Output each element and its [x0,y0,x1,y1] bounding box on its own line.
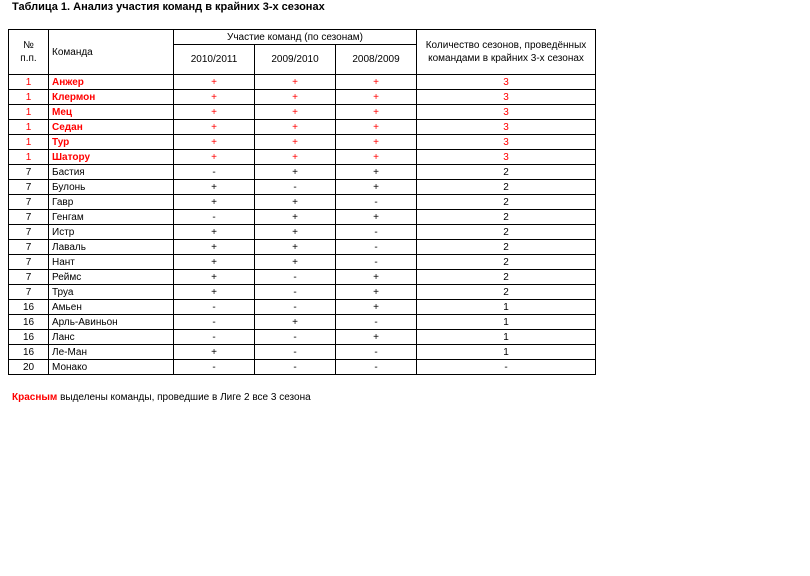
table-row [9,330,596,345]
row-season-count-cell: 2 [417,240,596,255]
row-season-count-cell: - [417,360,596,375]
row-season-2010-2011-cell: - [174,300,255,315]
row-team-cell: Истр [49,225,174,240]
row-season-2009-2010-cell: + [255,210,336,225]
row-season-count-cell: 2 [417,285,596,300]
row-team-cell: Труа [49,285,174,300]
row-team-cell: Анжер [49,75,174,90]
header-season-2008-2009: 2008/2009 [336,45,417,75]
row-season-count-cell: 3 [417,135,596,150]
row-num-cell: 7 [9,270,49,285]
row-num-cell: 1 [9,120,49,135]
row-team-cell: Ле-Ман [49,345,174,360]
row-season-2008-2009-cell: - [336,315,417,330]
row-season-2010-2011-cell: + [174,180,255,195]
row-season-2009-2010-cell: + [255,315,336,330]
row-team-cell: Тур [49,135,174,150]
legend-note-red-word: Красным [12,392,58,403]
row-team-cell: Мец [49,105,174,120]
row-num-cell: 7 [9,180,49,195]
row-season-2009-2010-cell: - [255,330,336,345]
row-season-2008-2009-cell: + [336,300,417,315]
row-num-cell: 7 [9,225,49,240]
row-season-2010-2011-cell: + [174,240,255,255]
row-season-count-cell: 2 [417,210,596,225]
row-season-count-cell: 2 [417,165,596,180]
row-season-2008-2009-cell: - [336,255,417,270]
row-season-count-cell: 1 [417,300,596,315]
row-team-cell: Амьен [49,300,174,315]
row-season-count-cell: 2 [417,270,596,285]
row-season-2010-2011-cell: - [174,165,255,180]
row-season-count-cell: 1 [417,345,596,360]
row-season-2009-2010-cell: + [255,240,336,255]
row-season-2008-2009-cell: - [336,360,417,375]
row-season-2010-2011-cell: + [174,135,255,150]
row-num-cell: 16 [9,315,49,330]
row-season-2008-2009-cell: - [336,225,417,240]
row-season-count-cell: 2 [417,225,596,240]
row-team-cell: Шатору [49,150,174,165]
row-team-cell: Лаваль [49,240,174,255]
table-row [9,165,596,180]
row-num-cell: 7 [9,195,49,210]
table-row [9,150,596,165]
row-season-count-cell: 2 [417,195,596,210]
row-team-cell: Нант [49,255,174,270]
row-team-cell: Седан [49,120,174,135]
row-season-2010-2011-cell: + [174,75,255,90]
table-row [9,240,596,255]
row-season-2010-2011-cell: - [174,360,255,375]
row-season-2009-2010-cell: + [255,225,336,240]
row-season-2010-2011-cell: + [174,270,255,285]
row-season-2008-2009-cell: - [336,345,417,360]
row-season-2009-2010-cell: - [255,285,336,300]
row-season-2009-2010-cell: - [255,180,336,195]
header-season-count: Количество сезонов, проведённых командами в крайних 3-х сезонах [417,30,596,75]
row-season-count-cell: 3 [417,90,596,105]
row-season-2009-2010-cell: + [255,75,336,90]
row-season-2010-2011-cell: + [174,255,255,270]
row-season-2009-2010-cell: - [255,270,336,285]
row-season-2008-2009-cell: + [336,180,417,195]
row-season-2008-2009-cell: - [336,195,417,210]
row-season-2008-2009-cell: + [336,120,417,135]
row-num-cell: 7 [9,165,49,180]
row-season-2008-2009-cell: + [336,135,417,150]
row-season-2009-2010-cell: + [255,195,336,210]
row-team-cell: Монако [49,360,174,375]
table-row [9,255,596,270]
table-row [9,210,596,225]
row-num-cell: 16 [9,345,49,360]
row-season-2010-2011-cell: + [174,150,255,165]
table-row [9,135,596,150]
row-num-cell: 16 [9,300,49,315]
table-row [9,90,596,105]
table-row [9,315,596,330]
row-team-cell: Булонь [49,180,174,195]
header-season-2010-2011: 2010/2011 [174,45,255,75]
table-row [9,105,596,120]
row-team-cell: Арль-Авиньон [49,315,174,330]
row-season-count-cell: 2 [417,255,596,270]
header-row-1 [9,30,596,45]
header-team: Команда [49,30,174,75]
row-season-count-cell: 3 [417,105,596,120]
row-team-cell: Ланс [49,330,174,345]
row-season-2010-2011-cell: - [174,315,255,330]
row-season-2010-2011-cell: + [174,120,255,135]
row-season-2010-2011-cell: + [174,285,255,300]
row-season-count-cell: 3 [417,150,596,165]
row-season-count-cell: 3 [417,120,596,135]
row-season-2008-2009-cell: + [336,285,417,300]
row-season-2008-2009-cell: + [336,330,417,345]
row-num-cell: 7 [9,285,49,300]
teams-participation-table [8,29,596,375]
row-team-cell: Бастия [49,165,174,180]
row-num-cell: 1 [9,105,49,120]
table-row [9,285,596,300]
table-row [9,180,596,195]
row-season-2009-2010-cell: - [255,300,336,315]
row-season-2008-2009-cell: + [336,270,417,285]
row-num-cell: 1 [9,90,49,105]
row-season-2009-2010-cell: + [255,150,336,165]
row-team-cell: Генгам [49,210,174,225]
row-season-count-cell: 1 [417,315,596,330]
row-season-2008-2009-cell: + [336,105,417,120]
row-season-2009-2010-cell: + [255,120,336,135]
row-season-2009-2010-cell: + [255,90,336,105]
row-season-2008-2009-cell: + [336,150,417,165]
row-team-cell: Клермон [49,90,174,105]
row-season-2009-2010-cell: - [255,345,336,360]
table-row [9,270,596,285]
row-season-2009-2010-cell: + [255,105,336,120]
row-season-2010-2011-cell: - [174,330,255,345]
row-season-2009-2010-cell: + [255,255,336,270]
row-season-count-cell: 3 [417,75,596,90]
row-season-2010-2011-cell: + [174,105,255,120]
legend-note-text: выделены команды, проведшие в Лиге 2 все 3 сезона [57,392,311,403]
table-row [9,120,596,135]
row-team-cell: Гавр [49,195,174,210]
row-num-cell: 1 [9,75,49,90]
header-num [9,30,49,75]
legend-note [12,391,311,404]
row-season-2010-2011-cell: + [174,90,255,105]
header-participation: Участие команд (по сезонам) [174,30,417,45]
row-num-cell: 16 [9,330,49,345]
table-row [9,345,596,360]
header-num-line1: № [23,40,34,51]
row-season-2010-2011-cell: + [174,195,255,210]
row-season-2009-2010-cell: - [255,360,336,375]
row-team-cell: Реймс [49,270,174,285]
header-num-line2: п.п. [20,53,37,64]
table-row [9,75,596,90]
row-season-2010-2011-cell: + [174,225,255,240]
table-row [9,195,596,210]
row-season-2009-2010-cell: + [255,135,336,150]
row-num-cell: 7 [9,255,49,270]
table-row [9,225,596,240]
row-season-2008-2009-cell: - [336,240,417,255]
row-num-cell: 7 [9,240,49,255]
row-num-cell: 20 [9,360,49,375]
row-season-2010-2011-cell: - [174,210,255,225]
row-season-2008-2009-cell: + [336,210,417,225]
header-season-2009-2010: 2009/2010 [255,45,336,75]
row-num-cell: 1 [9,135,49,150]
row-num-cell: 7 [9,210,49,225]
row-season-2010-2011-cell: + [174,345,255,360]
row-season-count-cell: 1 [417,330,596,345]
row-season-count-cell: 2 [417,180,596,195]
table-row [9,360,596,375]
row-season-2008-2009-cell: + [336,75,417,90]
row-season-2009-2010-cell: + [255,165,336,180]
table-row [9,300,596,315]
row-season-2008-2009-cell: + [336,90,417,105]
table-title: Таблица 1. Анализ участия команд в крайних 3-х сезонах [12,1,325,13]
row-num-cell: 1 [9,150,49,165]
row-season-2008-2009-cell: + [336,165,417,180]
